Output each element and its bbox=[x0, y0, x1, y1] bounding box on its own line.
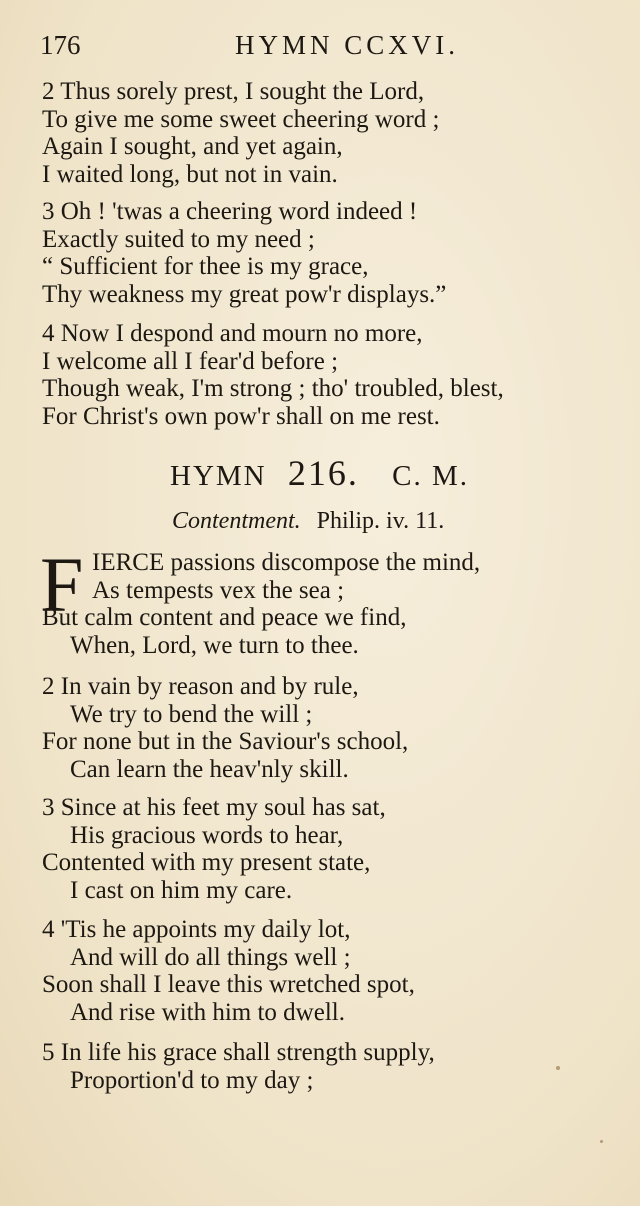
verse-line: 4 'Tis he appoints my daily lot, bbox=[42, 916, 351, 943]
verse-line: To give me some sweet cheering word ; bbox=[42, 105, 440, 133]
verse-line: 3 Since at his feet my soul has sat, bbox=[42, 794, 386, 821]
verse-line: Proportion'd to my day ; bbox=[70, 1066, 314, 1094]
hymn-subject: Contentment. bbox=[172, 508, 301, 534]
verse-line: His gracious words to hear, bbox=[70, 821, 344, 849]
verse-line: Exactly suited to my need ; bbox=[42, 225, 315, 253]
drop-cap: F bbox=[40, 541, 84, 628]
verse-line: But calm content and peace we find, bbox=[42, 604, 407, 631]
paper-speck bbox=[556, 1066, 560, 1070]
page-number: 176 bbox=[40, 30, 81, 60]
stanza-216-3 bbox=[42, 794, 627, 904]
verse-line: Again I sought, and yet again, bbox=[42, 133, 343, 160]
verse-line: And rise with him to dwell. bbox=[70, 998, 345, 1026]
verse-line: Contented with my present state, bbox=[42, 849, 371, 876]
stanza-216-2 bbox=[42, 673, 627, 783]
hymn-subtitle bbox=[172, 508, 444, 535]
scripture-reference: Philip. iv. 11. bbox=[316, 508, 445, 534]
verse-line: And will do all things well ; bbox=[70, 943, 351, 971]
verse-line: I waited long, but not in vain. bbox=[42, 160, 338, 188]
paper-speck bbox=[600, 1140, 603, 1143]
verse-line: When, Lord, we turn to thee. bbox=[70, 631, 359, 659]
stanza-216-4 bbox=[42, 916, 627, 1026]
verse-line: 2 Thus sorely prest, I sought the Lord, bbox=[42, 78, 425, 105]
verse-line: For none but in the Saviour's school, bbox=[42, 728, 409, 755]
hymn-number: 216. bbox=[287, 453, 359, 493]
running-title: HYMN CCXVI. bbox=[235, 30, 460, 60]
verse-line: Can learn the heav'nly skill. bbox=[70, 755, 349, 783]
stanza-215-3 bbox=[42, 198, 627, 308]
hymn-meter: C. M. bbox=[392, 460, 470, 492]
stanza-215-2 bbox=[42, 78, 627, 188]
verse-line: IERCE passions discompose the mind, bbox=[92, 549, 481, 576]
verse-line: We try to bend the will ; bbox=[70, 700, 313, 728]
hymn-heading bbox=[170, 452, 469, 494]
verse-line: Though weak, I'm strong ; tho' troubled, blest, bbox=[42, 375, 504, 402]
stanza-216-5 bbox=[42, 1039, 627, 1094]
verse-line: 5 In life his grace shall strength supply, bbox=[42, 1039, 435, 1066]
verse-line: Soon shall I leave this wretched spot, bbox=[42, 971, 415, 998]
page-header bbox=[40, 30, 600, 70]
verse-line: 3 Oh ! 'twas a cheering word indeed ! bbox=[42, 198, 418, 225]
stanza-216-1 bbox=[42, 549, 627, 659]
stanza-215-4 bbox=[42, 320, 627, 430]
hymn-heading-prefix: HYMN bbox=[170, 460, 267, 492]
verse-line: Thy weakness my great pow'r displays.” bbox=[42, 280, 447, 308]
verse-line: “ Sufficient for thee is my grace, bbox=[42, 253, 369, 280]
verse-line: I welcome all I fear'd before ; bbox=[42, 347, 339, 375]
verse-line: I cast on him my care. bbox=[70, 876, 293, 904]
verse-line: 4 Now I despond and mourn no more, bbox=[42, 320, 423, 347]
verse-line: For Christ's own pow'r shall on me rest. bbox=[42, 402, 440, 430]
verse-line: 2 In vain by reason and by rule, bbox=[42, 673, 359, 700]
verse-line: As tempests vex the sea ; bbox=[92, 576, 345, 604]
